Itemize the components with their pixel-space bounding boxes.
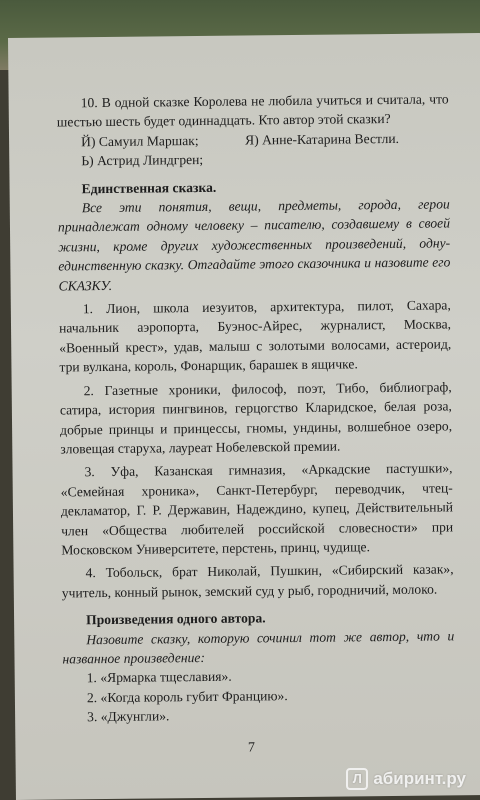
work-item-3: 3. «Джунгли». bbox=[87, 708, 170, 725]
labirint-logo-icon: Л bbox=[346, 768, 368, 790]
option-y: Й) Самуил Маршак; bbox=[81, 132, 199, 150]
section-title-single-tale: Единственная сказка. bbox=[81, 179, 217, 196]
section-instructions-same-author: Назовите сказку, которую сочинил тот же автор, что и названное произведение: bbox=[62, 627, 455, 667]
clue-item-4: 4. Тобольск, брат Николай, Пушкин, «Сибирский казак», учитель, конный рынок, земский суд у рыб, городничий, молоко. bbox=[61, 561, 454, 601]
site-watermark bbox=[346, 768, 466, 790]
question-10-options-row bbox=[57, 128, 449, 152]
clue-item-2: 2. Газетные хроники, философ, поэт, Тибо, библиограф, сатира, история пингвинов, герцогство Кларидское, белая роза, добрые принцы и принцессы, гномы, ундины, волшебное озеро, зловещая старуха, лауреат Нобелевской премии. bbox=[59, 379, 453, 457]
section-title-same-author: Произведения одного автора. bbox=[86, 610, 266, 628]
book-page bbox=[8, 33, 480, 800]
option-soft-sign: Ь) Астрид Линдгрен; bbox=[81, 152, 204, 169]
question-10-text: 10. В одной сказке Королева не любила учиться и считала, что шестью шесть будет одиннадцать. Кто автор этой сказки? bbox=[56, 91, 449, 130]
clue-item-3: 3. Уфа, Казанская гимназия, «Аркадские пастушки», «Семейная хроника», Санкт-Петербург, переводчик, чтец-декламатор, Г. Р. Державин, Надеждино, купец, Действительный член «Общества любителей российской словесности» при Московском Университете, перстень, принц, чудище. bbox=[60, 460, 454, 558]
page-number: 7 bbox=[247, 740, 256, 756]
question-10-options-row-2 bbox=[57, 148, 449, 172]
watermark-text: абиринт.ру bbox=[373, 769, 466, 788]
work-item-2: 2. «Когда король губит Францию». bbox=[86, 687, 288, 705]
work-item-1: 1. «Ярмарка тщеславия». bbox=[86, 669, 232, 686]
section-instructions-single-tale: Все эти понятия, вещи, предметы, города, герои принадлежат одному человеку – писателю, создавшему в своей жизни, кроме других художественных произведений, одну-единственную сказку. Отгадайте этого сказочника и назовите его СКАЗКУ. bbox=[57, 196, 451, 294]
clue-item-1: 1. Лион, школа иезуитов, архитектура, пилот, Сахара, начальник аэропорта, Буэнос-Айрес, журналист, Москва, «Военный крест», удав, малыш с золотыми волосами, астероид, три вулкана, король, Фонарщик, барашек в ящичке. bbox=[58, 297, 452, 375]
page-content bbox=[57, 89, 456, 727]
option-ya: Я) Анне-Катарина Вестли. bbox=[245, 130, 400, 148]
